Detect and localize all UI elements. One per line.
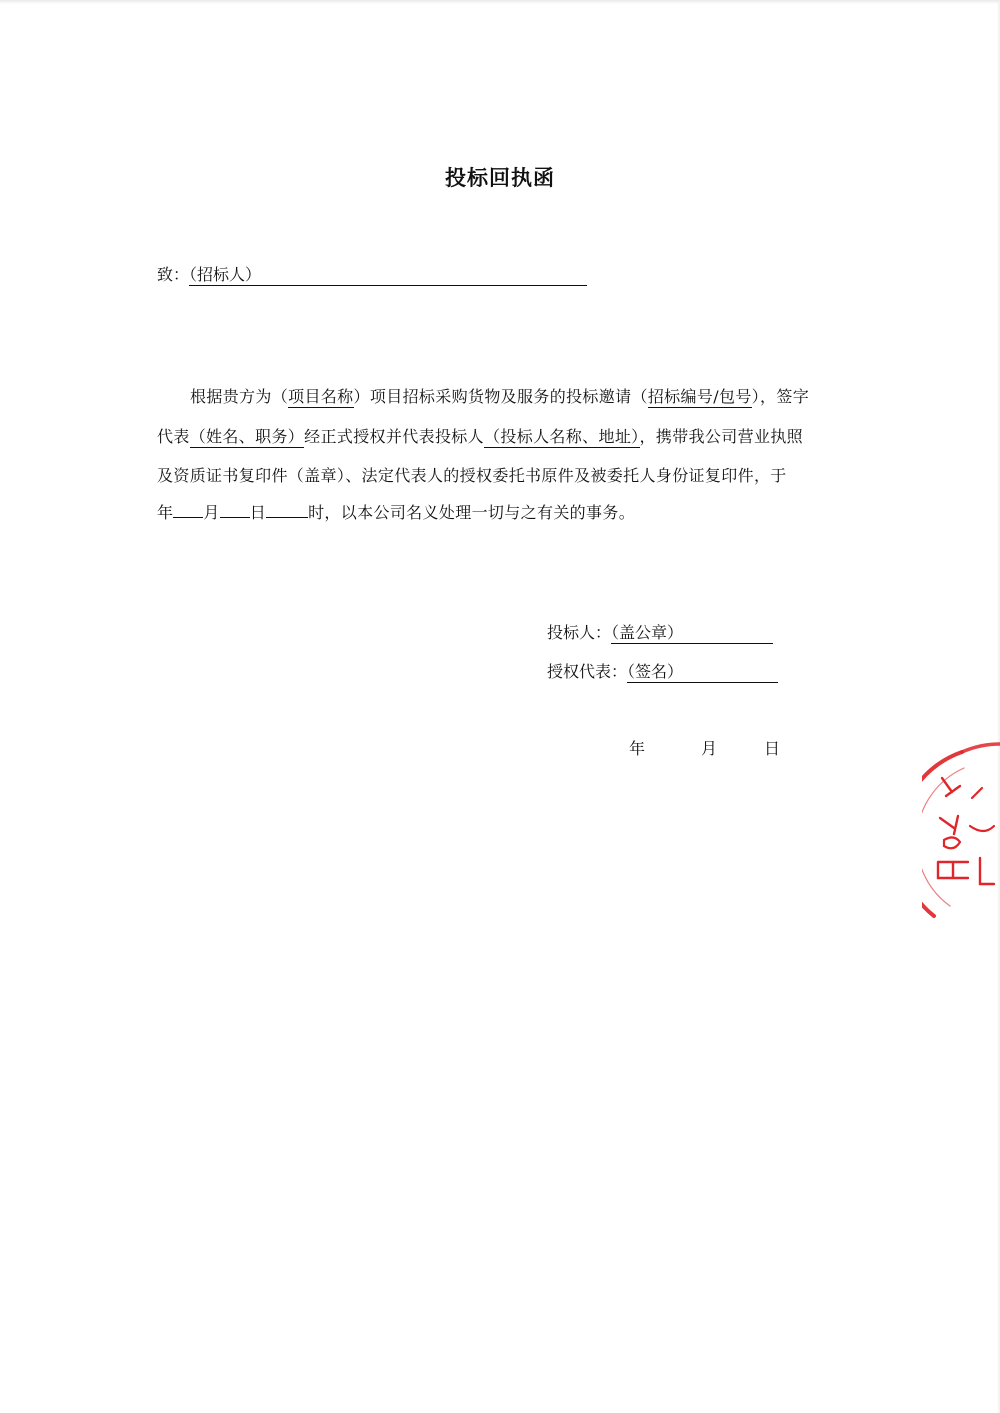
document-title: 投标回执函 (445, 166, 555, 190)
addressee-field (189, 265, 587, 286)
month-blank (173, 501, 203, 518)
paragraph-line-4 (157, 500, 635, 523)
bidder-signature-line (547, 620, 773, 643)
company-seal-stamp (922, 738, 1000, 938)
representative-sign-placeholder: （签名） (627, 662, 684, 681)
bidder-label: 投标人： (547, 623, 612, 642)
text-segment: 及资质证书复印件（盖章）、法定代表人的授权委托书原件及被委托人身份证复印件，于 (157, 466, 787, 485)
paragraph-line-1 (190, 384, 809, 407)
addressee-placeholder: （招标人） (189, 265, 262, 284)
seal-graphic (922, 738, 1000, 938)
year-label: 年 (157, 503, 174, 522)
text-segment: ，携带我公司营业执照 (639, 427, 804, 446)
text-segment: 经正式授权并代表投标人 (304, 427, 485, 446)
date-day-label: 日 (764, 739, 781, 758)
representative-sign-field (627, 662, 778, 683)
bidder-seal-placeholder: （盖公章） (611, 623, 684, 642)
day-blank (220, 501, 250, 518)
project-name-field: 项目名称 (288, 387, 354, 406)
representative-field: （姓名、职务） (189, 427, 305, 446)
date-year-label: 年 (629, 739, 646, 758)
day-label: 日 (249, 503, 267, 522)
tender-number-field: 招标编号/包号 (647, 387, 752, 406)
scan-edge-top (0, 0, 1000, 4)
text-segment: 根据贵方为（ (190, 387, 289, 406)
text-segment: 时，以本公司名义处理一切与之有关的事务。 (308, 503, 636, 522)
text-segment: 代表 (157, 427, 190, 446)
month-label: 月 (203, 503, 220, 522)
representative-label: 授权代表： (547, 662, 628, 681)
hour-blank (266, 501, 308, 518)
addressee-prefix: 致： (157, 265, 190, 284)
text-segment: ）项目招标采购货物及服务的投标邀请（ (353, 387, 648, 406)
paragraph-line-2 (157, 424, 803, 447)
bidder-info-field: （投标人名称、地址） (484, 427, 640, 446)
representative-signature-line (547, 659, 778, 682)
addressee-line (157, 262, 587, 285)
bidder-seal-field (611, 623, 773, 644)
text-segment: ），签字 (751, 387, 810, 406)
date-month-label: 月 (701, 739, 718, 758)
paragraph-line-3 (157, 463, 787, 486)
